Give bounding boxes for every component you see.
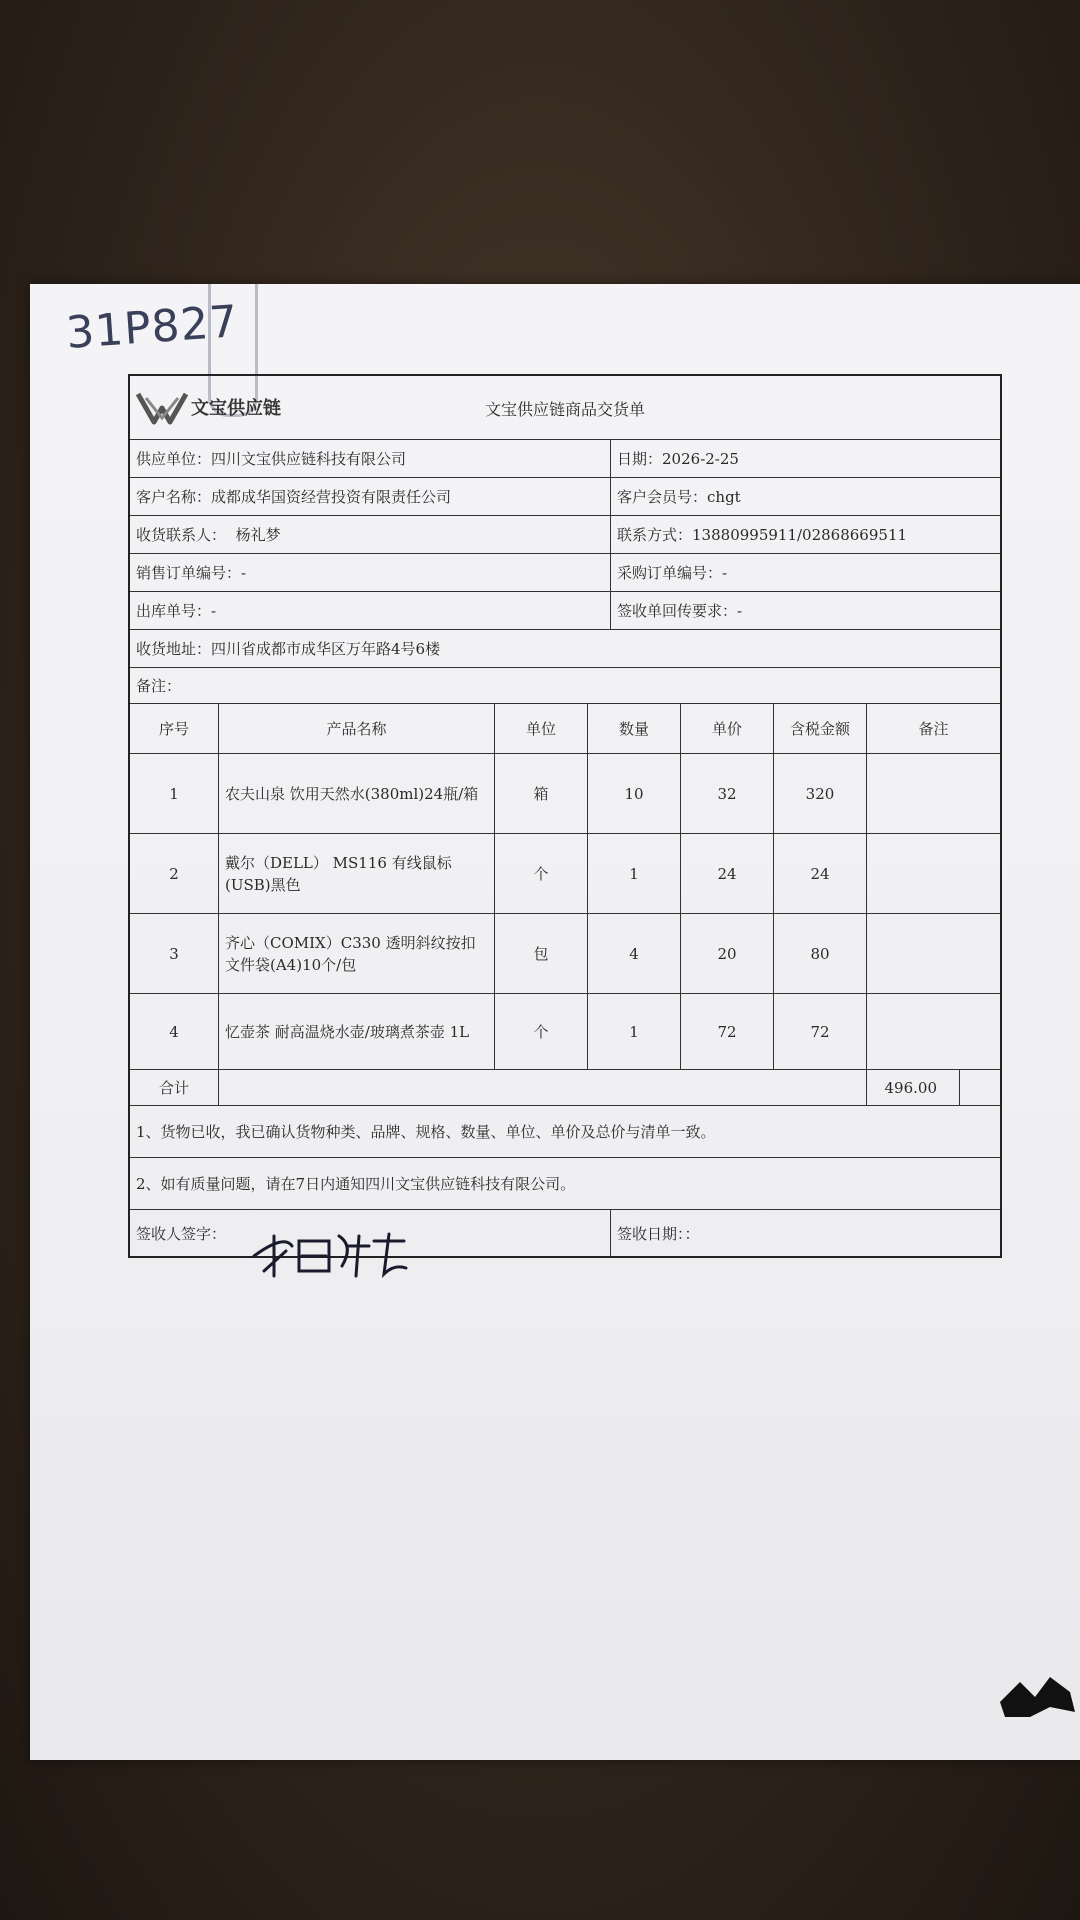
header-qty: 数量	[587, 704, 680, 753]
date-label: 日期：	[617, 450, 663, 468]
row-no: 1	[169, 784, 179, 803]
row-amount: 320	[773, 754, 866, 833]
purchase-order-label: 采购订单编号：	[617, 564, 723, 582]
total-value: 496.00	[866, 1070, 959, 1105]
delivery-form	[128, 374, 1002, 1258]
outbound-row	[130, 592, 1000, 630]
customer-row	[130, 478, 1000, 516]
row-qty: 1	[587, 834, 680, 913]
row-unit: 包	[494, 914, 587, 993]
signer-label: 签收人签字：	[136, 1224, 227, 1243]
note-row-1	[130, 1106, 1000, 1158]
row-price: 24	[680, 834, 773, 913]
row-remark	[866, 914, 1000, 993]
row-amount: 72	[773, 994, 866, 1069]
receipt-value: -	[737, 601, 743, 620]
row-qty: 4	[587, 914, 680, 993]
address-label: 收货地址：	[136, 640, 212, 658]
header-price: 单价	[680, 704, 773, 753]
header-name: 产品名称	[218, 704, 494, 753]
contact-value: 杨礼梦	[235, 526, 281, 544]
table-row	[130, 914, 1000, 994]
row-no: 4	[169, 1022, 179, 1041]
outbound-label: 出库单号：	[136, 602, 212, 620]
row-unit: 个	[494, 834, 587, 913]
total-remark	[959, 1070, 1000, 1105]
sign-date-label: 签收日期：：	[617, 1224, 700, 1243]
member-value: chgt	[707, 487, 741, 506]
table-row	[130, 834, 1000, 914]
contact-row	[130, 516, 1000, 554]
address-value: 四川省成都市成华区万年路4号6楼	[211, 640, 441, 658]
row-name: 忆壶茶 耐高温烧水壶/玻璃煮茶壶 1L	[218, 994, 494, 1069]
row-remark	[866, 994, 1000, 1069]
row-remark	[866, 754, 1000, 833]
handwritten-signature	[244, 1216, 414, 1286]
row-no: 2	[169, 864, 179, 883]
row-price: 32	[680, 754, 773, 833]
partial-stamp-icon	[990, 1662, 1080, 1722]
table-header	[130, 704, 1000, 754]
row-remark	[866, 834, 1000, 913]
header-unit: 单位	[494, 704, 587, 753]
logo-text: 文宝供应链	[191, 398, 281, 419]
customer-label: 客户名称：	[136, 488, 212, 506]
row-amount: 24	[773, 834, 866, 913]
contact-label: 收货联系人：	[136, 526, 227, 544]
row-no: 3	[169, 944, 179, 963]
remark-row	[130, 668, 1000, 704]
address-row	[130, 630, 1000, 668]
supplier-label: 供应单位：	[136, 450, 212, 468]
order-row	[130, 554, 1000, 592]
note-line-1: 1、货物已收，我已确认货物种类、品牌、规格、数量、单位、单价及总价与清单一致。	[136, 1123, 716, 1141]
total-label: 合计	[158, 1079, 189, 1097]
remark-label: 备注：	[136, 677, 182, 695]
purchase-order-value: -	[722, 563, 728, 582]
row-name: 齐心（COMIX）C330 透明斜纹按扣文件袋(A4)10个/包	[218, 914, 494, 993]
row-unit: 个	[494, 994, 587, 1069]
table-row	[130, 754, 1000, 834]
row-name: 农夫山泉 饮用天然水(380ml)24瓶/箱	[218, 754, 494, 833]
row-name: 戴尔（DELL） MS116 有线鼠标(USB)黑色	[218, 834, 494, 913]
header-remark: 备注	[866, 704, 1000, 753]
row-price: 72	[680, 994, 773, 1069]
supplier-value: 四川文宝供应链科技有限公司	[211, 450, 407, 468]
date-value: 2026-2-25	[662, 449, 739, 468]
member-label: 客户会员号：	[617, 488, 708, 506]
header-amount: 含税金额	[773, 704, 866, 753]
note-line-2: 2、如有质量问题，请在7日内通知四川文宝供应链科技有限公司。	[136, 1175, 576, 1193]
note-row-2	[130, 1158, 1000, 1210]
sales-order-value: -	[241, 563, 247, 582]
row-amount: 80	[773, 914, 866, 993]
phone-value: 13880995911/02868669511	[692, 525, 908, 544]
supplier-row	[130, 440, 1000, 478]
row-qty: 1	[587, 994, 680, 1069]
total-spacer	[218, 1070, 866, 1105]
row-unit: 箱	[494, 754, 587, 833]
handwritten-note: 31P827	[64, 296, 241, 359]
sales-order-label: 销售订单编号：	[136, 564, 242, 582]
header-no: 序号	[158, 720, 189, 738]
row-price: 20	[680, 914, 773, 993]
table-row	[130, 994, 1000, 1070]
phone-label: 联系方式：	[617, 526, 693, 544]
outbound-value: -	[211, 601, 217, 620]
customer-value: 成都成华国资经营投资有限责任公司	[211, 488, 452, 506]
form-title: 文宝供应链商品交货单	[484, 399, 645, 419]
total-row	[130, 1070, 1000, 1106]
receipt-label: 签收单回传要求：	[617, 602, 738, 620]
delivery-note-paper	[30, 284, 1080, 1760]
row-qty: 10	[587, 754, 680, 833]
form-header	[130, 376, 1000, 440]
